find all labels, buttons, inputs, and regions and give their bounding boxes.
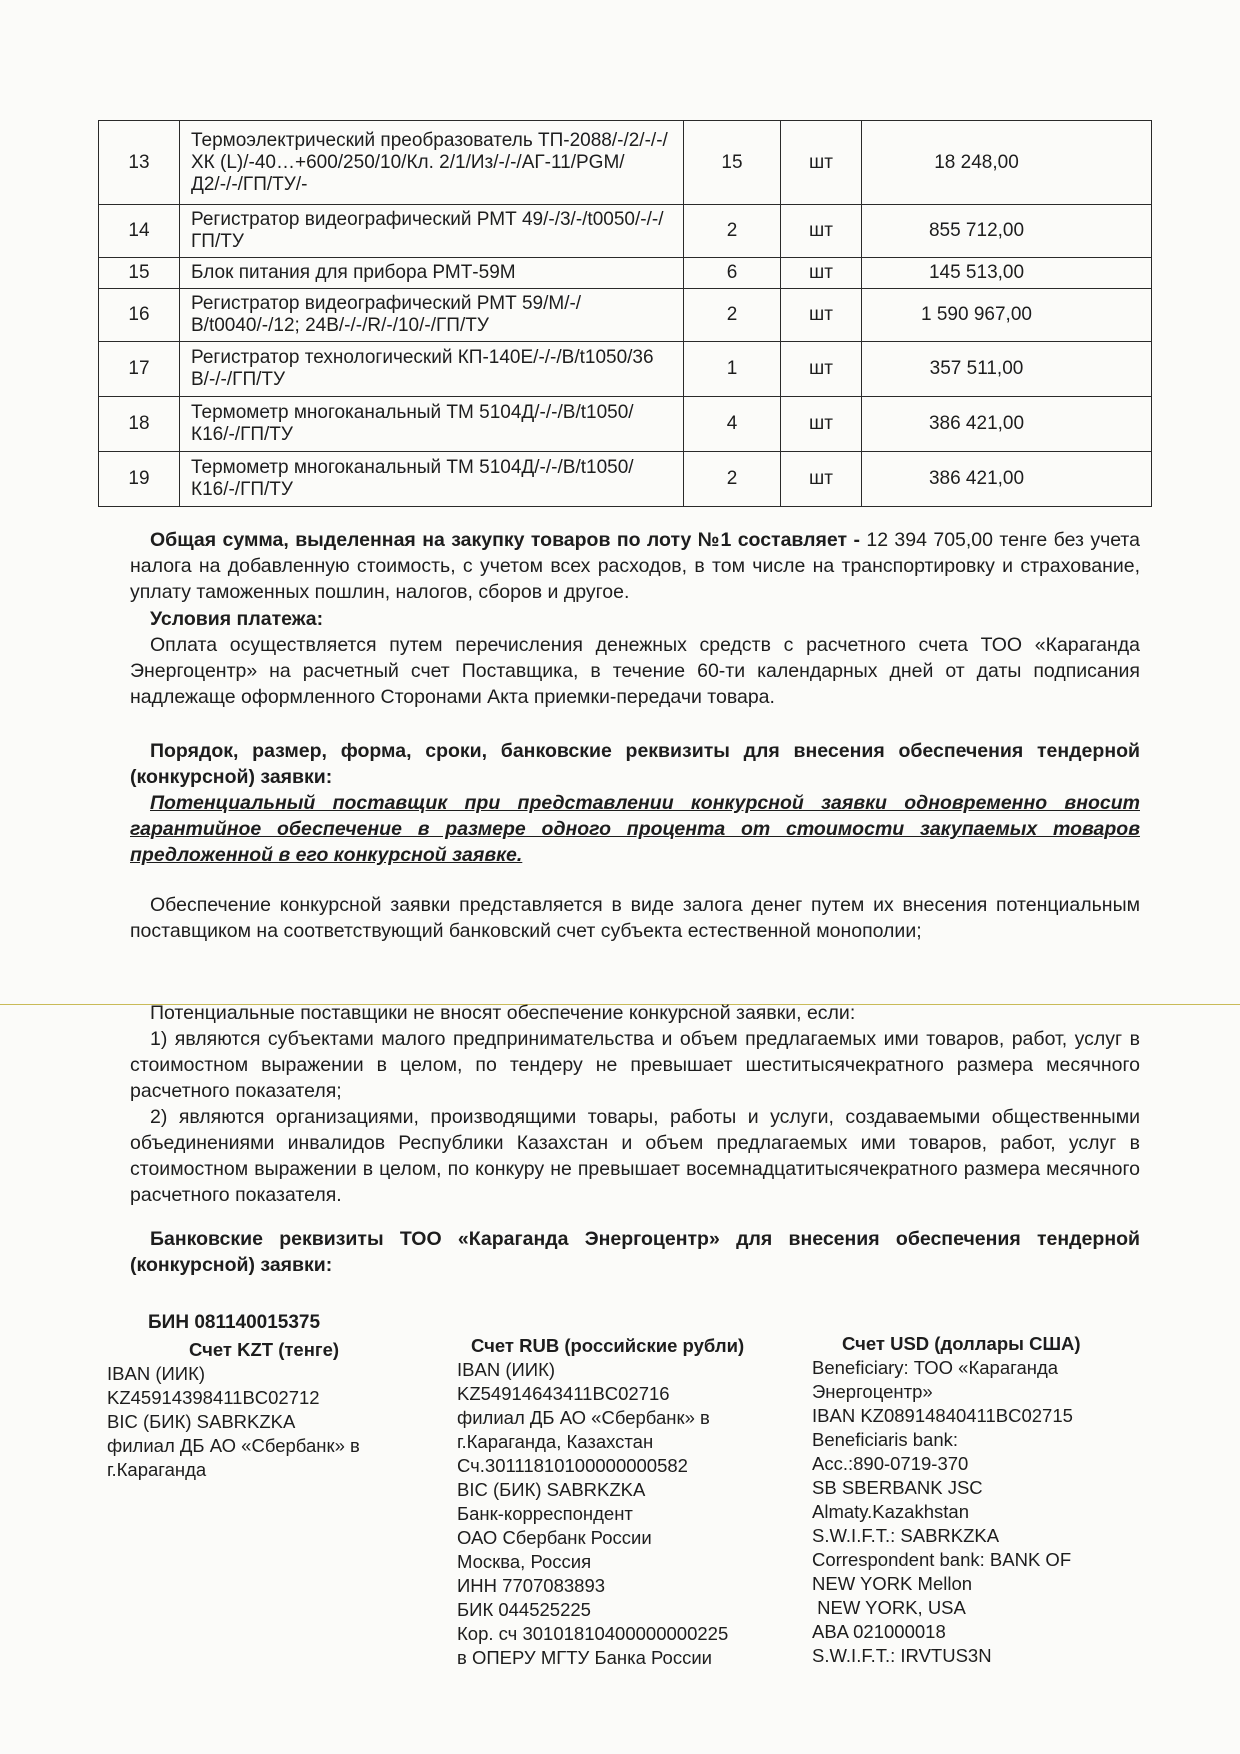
row-number: 16 bbox=[99, 289, 180, 342]
rub-line: ОАО Сбербанк России bbox=[457, 1527, 652, 1548]
item-name: Регистратор видеографический РМТ 59/М/-/В/t0040/-/12; 24В/-/-/R/-/10/-/ГП/ТУ bbox=[180, 289, 684, 342]
item-price: 855 712,00 bbox=[862, 205, 1152, 258]
items-table bbox=[98, 120, 1152, 507]
row-number: 14 bbox=[99, 205, 180, 258]
usd-line: Beneficiaris bank: bbox=[812, 1429, 959, 1450]
item-quantity: 2 bbox=[684, 452, 781, 507]
rub-line: ИНН 7707083893 bbox=[457, 1575, 606, 1596]
kzt-line: KZ45914398411BC02712 bbox=[107, 1387, 320, 1408]
rub-line: филиал ДБ АО «Сбербанк» в bbox=[457, 1407, 710, 1428]
row-number: 19 bbox=[99, 452, 180, 507]
item-price: 386 421,00 bbox=[862, 397, 1152, 452]
usd-line: Correspondent bank: BANK OF bbox=[812, 1549, 1072, 1570]
item-quantity: 2 bbox=[684, 205, 781, 258]
total-amount: 12 394 705,00 bbox=[866, 529, 993, 551]
payment-section bbox=[130, 606, 1140, 710]
kzt-line: IBAN (ИИК) bbox=[107, 1363, 206, 1384]
item-name: Термометр многоканальный ТМ 5104Д/-/-/В/t1050/К16/-/ГП/ТУ bbox=[180, 397, 684, 452]
rub-line: Банк-корреспондент bbox=[457, 1503, 633, 1524]
usd-line: S.W.I.F.T.: SABRKZKA bbox=[812, 1525, 1000, 1546]
table-row bbox=[99, 205, 1152, 258]
bank-heading: Банковские реквизиты ТОО «Караганда Энергоцентр» для внесения обеспечения тендерной (конкурсной) заявки: bbox=[130, 1228, 1140, 1276]
rub-line: БИК 044525225 bbox=[457, 1599, 591, 1620]
usd-line: IBAN KZ08914840411BC02715 bbox=[812, 1405, 1073, 1426]
exemption-intro: Потенциальные поставщики не вносят обеспечение конкурсной заявки, если: bbox=[150, 1002, 856, 1024]
item-unit: шт bbox=[781, 342, 862, 397]
kzt-account-column bbox=[107, 1338, 360, 1482]
kzt-line: филиал ДБ АО «Сбербанк» в bbox=[107, 1435, 360, 1456]
item-unit: шт bbox=[781, 452, 862, 507]
item-name: Блок питания для прибора РМТ-59М bbox=[180, 258, 684, 289]
security-section bbox=[130, 738, 1140, 868]
total-paragraph bbox=[130, 527, 1140, 605]
security-emphasis: Потенциальный поставщик при представлении конкурсной заявки одновременно вносит гарантийное обеспечение в размере одного процента от стоимости закупаемых товаров предложенной в его конкурсной заявке. bbox=[130, 792, 1140, 866]
rub-account-title: Счет RUB (российские рубли) bbox=[471, 1335, 745, 1356]
usd-account-column bbox=[812, 1332, 1081, 1668]
usd-line: ABA 021000018 bbox=[812, 1621, 946, 1642]
item-price: 18 248,00 bbox=[862, 121, 1152, 205]
usd-account-title: Счет USD (доллары США) bbox=[842, 1333, 1081, 1354]
item-quantity: 15 bbox=[684, 121, 781, 205]
total-label: Общая сумма, выделенная на закупку товаров по лоту №1 составляет - bbox=[150, 529, 860, 551]
table-row bbox=[99, 289, 1152, 342]
rub-line: IBAN (ИИК) bbox=[457, 1359, 556, 1380]
kzt-account-title: Счет KZT (тенге) bbox=[189, 1339, 340, 1360]
item-quantity: 1 bbox=[684, 342, 781, 397]
security-heading: Порядок, размер, форма, сроки, банковские реквизиты для внесения обеспечения тендерной (конкурсной) заявки: bbox=[130, 740, 1140, 788]
item-unit: шт bbox=[781, 289, 862, 342]
rub-account-column bbox=[457, 1334, 744, 1670]
rub-line: BIC (БИК) SABRKZKA bbox=[457, 1479, 646, 1500]
usd-line: SB SBERBANK JSC bbox=[812, 1477, 983, 1498]
exemption-item-2: 2) являются организациями, производящими товары, работы и услуги, создаваемыми общественными объединениями инвалидов Республики Казахстан и объем предлагаемых ими товаров, работ, услуг в стоимостном выражении в целом, по конкуру не превышает восемнадцатитысячекратного размера месячного расчетного показателя. bbox=[130, 1106, 1140, 1206]
rub-line: Кор. сч 30101810400000000225 bbox=[457, 1623, 729, 1644]
usd-line: S.W.I.F.T.: IRVTUS3N bbox=[812, 1645, 992, 1666]
row-number: 15 bbox=[99, 258, 180, 289]
table-row bbox=[99, 342, 1152, 397]
item-name: Термометр многоканальный ТМ 5104Д/-/-/В/t1050/К16/-/ГП/ТУ bbox=[180, 452, 684, 507]
usd-line: NEW YORK, USA bbox=[812, 1597, 966, 1618]
item-price: 1 590 967,00 bbox=[862, 289, 1152, 342]
item-name: Регистратор видеографический РМТ 49/-/3/-/t0050/-/-/ГП/ТУ bbox=[180, 205, 684, 258]
rub-line: в ОПЕРУ МГТУ Банка России bbox=[457, 1647, 712, 1668]
exemption-section bbox=[130, 1000, 1140, 1208]
item-name: Регистратор технологический КП-140Е/-/-/В/t1050/36 В/-/-/ГП/ТУ bbox=[180, 342, 684, 397]
bin-number: БИН 081140015375 bbox=[148, 1312, 321, 1333]
rub-line: Сч.30111810100000000582 bbox=[457, 1455, 688, 1476]
item-unit: шт bbox=[781, 397, 862, 452]
usd-line: Almaty.Kazakhstan bbox=[812, 1501, 969, 1522]
item-price: 386 421,00 bbox=[862, 452, 1152, 507]
rub-line: г.Караганда, Казахстан bbox=[457, 1431, 654, 1452]
payment-heading: Условия платежа: bbox=[150, 608, 324, 630]
usd-line: Beneficiary: ТОО «Караганда bbox=[812, 1357, 1059, 1378]
security-form-paragraph bbox=[130, 892, 1140, 944]
row-number: 13 bbox=[99, 121, 180, 205]
item-quantity: 4 bbox=[684, 397, 781, 452]
rub-line: KZ54914643411BC02716 bbox=[457, 1383, 670, 1404]
item-quantity: 6 bbox=[684, 258, 781, 289]
item-unit: шт bbox=[781, 205, 862, 258]
table-row bbox=[99, 397, 1152, 452]
table-row bbox=[99, 121, 1152, 205]
item-unit: шт bbox=[781, 258, 862, 289]
kzt-line: BIC (БИК) SABRKZKA bbox=[107, 1411, 296, 1432]
item-quantity: 2 bbox=[684, 289, 781, 342]
item-price: 357 511,00 bbox=[862, 342, 1152, 397]
table-row bbox=[99, 452, 1152, 507]
kzt-line: г.Караганда bbox=[107, 1459, 207, 1480]
item-unit: шт bbox=[781, 121, 862, 205]
exemption-item-1: 1) являются субъектами малого предпринимательства и объем предлагаемых ими товаров, работ, услуг в стоимостном выражении в целом, по тендеру не превышает шеститысячекратного размера месячного расчетного показателя; bbox=[130, 1028, 1140, 1102]
payment-text: Оплата осуществляется путем перечисления денежных средств с расчетного счета ТОО «Караганда Энергоцентр» на расчетный счет Поставщика, в течение 60-ти календарных дней от даты подписания надлежаще оформленного Сторонами Акта приемки-передачи товара. bbox=[130, 634, 1140, 708]
row-number: 18 bbox=[99, 397, 180, 452]
table-row bbox=[99, 258, 1152, 289]
item-name: Термоэлектрический преобразователь ТП-2088/-/2/-/-/ХК (L)/-40…+600/250/10/Кл. 2/1/Из/-/-/АГ-11/PGM/Д2/-/-/ГП/ТУ/- bbox=[180, 121, 684, 205]
usd-line: Acc.:890-0719-370 bbox=[812, 1453, 969, 1474]
security-form-text: Обеспечение конкурсной заявки представляется в виде залога денег путем их внесения потенциальным поставщиком на соответствующий банковский счет субъекта естественной монополии; bbox=[130, 894, 1140, 942]
usd-line: Энергоцентр» bbox=[812, 1381, 933, 1402]
bank-heading-paragraph bbox=[130, 1226, 1140, 1278]
total-rest: тенге без учета налога на добавленную стоимость, с учетом всех расходов, в том числе на транспортировку и страхование, уплату таможенных пошлин, налогов, сборов и другое. bbox=[130, 529, 1140, 603]
row-number: 17 bbox=[99, 342, 180, 397]
rub-line: Москва, Россия bbox=[457, 1551, 592, 1572]
usd-line: NEW YORK Mellon bbox=[812, 1573, 973, 1594]
item-price: 145 513,00 bbox=[862, 258, 1152, 289]
